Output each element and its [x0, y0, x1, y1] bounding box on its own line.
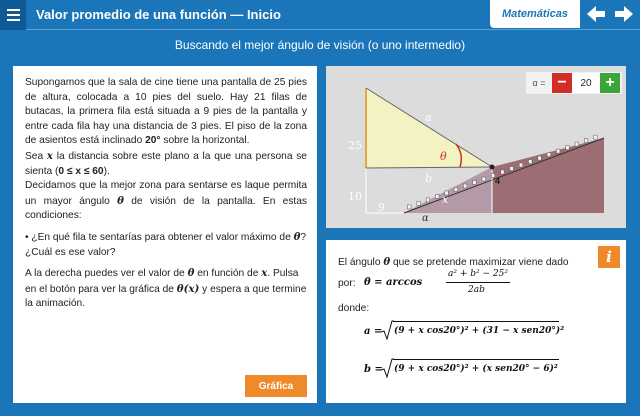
label-10: 10: [348, 190, 362, 203]
seat: [501, 170, 505, 174]
seat: [556, 149, 560, 153]
alpha-value[interactable]: 20: [572, 73, 600, 93]
slope-front: [404, 167, 492, 213]
plus-button[interactable]: +: [600, 73, 620, 93]
theta-formula: θ = arccos: [364, 277, 423, 288]
minus-button[interactable]: −: [552, 73, 572, 93]
alpha-label: α =: [532, 78, 546, 88]
b-expression: (9 + x cos20°)² + (x sen20° − 6)²: [394, 364, 558, 374]
subtitle: Buscando el mejor ángulo de visión (o uno intermedio): [174, 38, 466, 52]
seat: [584, 139, 588, 143]
arrow-right-icon[interactable]: [612, 3, 636, 25]
seat: [408, 205, 412, 209]
figure-panel: [326, 66, 626, 228]
label-theta: θ: [440, 150, 447, 163]
seat: [473, 180, 477, 184]
seat: [538, 156, 542, 160]
seat: [510, 167, 514, 171]
b-label: b =: [364, 364, 383, 375]
seat: [482, 177, 486, 181]
seat: [463, 184, 467, 188]
info-icon[interactable]: i: [598, 246, 620, 268]
sqrt-icon: [380, 358, 394, 378]
label-a: a: [425, 111, 432, 124]
por-label: por:: [338, 278, 356, 289]
arrow-left-icon[interactable]: [584, 3, 608, 25]
donde-label: donde:: [338, 303, 370, 314]
sqrt-bar-b: [393, 359, 559, 360]
theta-denominator: 2ab: [468, 285, 485, 295]
seat: [454, 187, 458, 191]
alpha-stepper: [526, 72, 622, 94]
menu-icon[interactable]: [0, 0, 26, 30]
label-row: 4: [495, 176, 501, 186]
seat: [566, 146, 570, 150]
a-label: a =: [364, 326, 383, 337]
sqrt-icon: [380, 320, 394, 340]
seat: [529, 160, 533, 164]
viewer-point: [490, 165, 495, 170]
page-title: Valor promedio de una función — Inicio: [36, 7, 281, 22]
seat: [594, 135, 598, 139]
label-x: x: [442, 193, 449, 206]
question: • ¿En qué fila te sentarías para obtener el valor máximo de θ? ¿Cuál es ese valor?: [25, 230, 307, 258]
seat: [435, 194, 439, 198]
paragraph-4: A la derecha puedes ver el valor de θ en función de x. Pulsa en el botón para ver la gráfica de θ(x) y espera a que termine la animación.: [25, 267, 307, 310]
sqrt-bar-a: [393, 321, 559, 322]
top-bar: [0, 0, 640, 30]
paragraph-1: Supongamos que la sala de cine tiene una pantalla de 25 pies de altura, colocada a 10 pies del suelo. Hay 21 filas de butacas, la primera fila está situada a 9 pies de la pantalla y entre cada fila hay una distancia de 3 pies. El piso de la zona de asientos está inclinado 20° sobre la horizontal.: [25, 77, 307, 147]
subject-label: Matemáticas: [501, 8, 569, 20]
paragraph-3: Decidamos que la mejor zona para sentarse es laque permita un mayor ángulo θ de visión de la pantalla. En estas condiciones:: [25, 180, 308, 222]
fraction-bar: [446, 282, 510, 283]
seat: [575, 142, 579, 146]
seat: [426, 198, 430, 202]
problem-panel: [13, 66, 317, 403]
formula-panel: [326, 240, 626, 403]
seat: [519, 163, 523, 167]
formula-intro: El ángulo θ que se pretende maximizar viene dado: [338, 256, 569, 268]
label-b: b: [425, 172, 433, 185]
a-expression: (9 + x cos20°)² + (31 − x sen20°)²: [394, 326, 565, 336]
subject-badge[interactable]: [490, 0, 580, 28]
paragraph-2: Sea x la distancia sobre este plano a la que una persona se sienta (0 ≤ x ≤ 60).: [25, 149, 307, 177]
label-25: 25: [348, 139, 362, 152]
grafica-button[interactable]: Gráfica: [245, 375, 307, 397]
theta-numerator: a² + b² − 25²: [448, 269, 508, 279]
label-9: 9: [378, 201, 385, 214]
seat: [547, 153, 551, 157]
label-alpha: α: [422, 213, 429, 224]
seat: [417, 201, 421, 205]
